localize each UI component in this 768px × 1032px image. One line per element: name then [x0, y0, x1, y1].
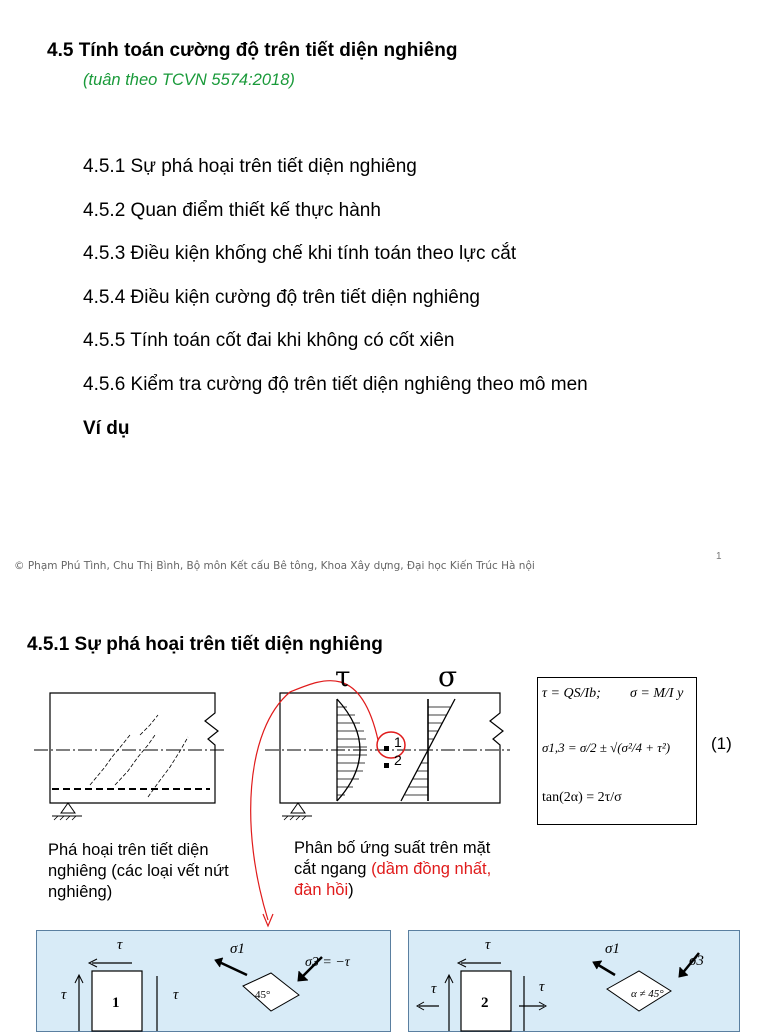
tau-symbol: τ [335, 660, 351, 693]
caption-middle [294, 838, 494, 901]
toc-item: 4.5.1 Sự phá hoại trên tiết diện nghiêng [83, 156, 417, 177]
toc-item: 4.5.2 Quan điểm thiết kế thực hành [83, 200, 381, 221]
caption-middle-end: ) [348, 881, 354, 899]
element-1-tau-top: τ [117, 937, 123, 953]
formula-sigma: σ = M/I y [630, 686, 684, 701]
sigma-symbol: σ [438, 660, 458, 693]
element-2-tau-left: τ [431, 981, 437, 997]
toc-item: 4.5.6 Kiểm tra cường độ trên tiết diện nghiêng theo mô men [83, 374, 588, 395]
caption-left: Phá hoại trên tiết diện nghiêng (các loại vết nứt nghiêng) [48, 841, 229, 901]
formula-principal: σ1,3 = σ/2 ± √(σ²/4 + τ²) [542, 740, 671, 755]
slide-title: 4.5 Tính toán cường độ trên tiết diện nghiêng [47, 40, 458, 61]
element-2-tau-right: τ [539, 979, 545, 995]
caption-middle-text: Phân bố ứng suất trên mặt cắt ngang [294, 839, 491, 878]
toc-item: 4.5.4 Điều kiện cường độ trên tiết diện nghiêng [83, 287, 480, 308]
section-title: 4.5.1 Sự phá hoại trên tiết diện nghiêng [27, 634, 383, 655]
caption-middle-red: (dầm đồng nhất, đàn hồi [294, 860, 492, 899]
element-1-tau-right: τ [173, 987, 179, 1003]
toc-item: 4.5.5 Tính toán cốt đai khi không có cốt xiên [83, 330, 455, 351]
toc-item: 4.5.3 Điều kiện khống chế khi tính toán theo lực cắt [83, 243, 517, 264]
formula-angle: tan(2α) = 2τ/σ [542, 790, 622, 805]
stress-element-1-box [36, 930, 391, 1032]
stress-element-2-diagram [409, 931, 739, 1031]
slide-footer: © Phạm Phú Tình, Chu Thị Bình, Bộ môn Kết cấu Bê tông, Khoa Xây dựng, Đại học Kiến Trúc Hà nội [14, 560, 535, 572]
element-2-label: 2 [481, 995, 489, 1011]
formula-box [537, 677, 697, 825]
slide-subtitle: (tuân theo TCVN 5574:2018) [83, 71, 295, 89]
page-number: 1 [716, 551, 722, 562]
element-1-tau-left: τ [61, 987, 67, 1003]
stress-element-2-box [408, 930, 740, 1032]
element-2-angle: α ≠ 45° [631, 988, 664, 1000]
point-1-label: 1 [394, 734, 402, 750]
element-2-tau-top: τ [485, 937, 491, 953]
element-1-sigma3: σ3 = −τ [305, 955, 350, 970]
element-2-sigma1: σ1 [605, 941, 620, 957]
element-1-angle: 45° [255, 989, 271, 1001]
stress-element-1-diagram [37, 931, 390, 1031]
point-2-label: 2 [394, 752, 402, 768]
formula-tau: τ = QS/Ib; [542, 686, 601, 701]
element-2-sigma3: σ3 [689, 953, 704, 969]
slide-2 [0, 600, 768, 1024]
equation-number: (1) [711, 734, 732, 753]
element-1-label: 1 [112, 995, 120, 1011]
element-1-sigma1: σ1 [230, 941, 245, 957]
example-label: Ví dụ [83, 418, 130, 439]
